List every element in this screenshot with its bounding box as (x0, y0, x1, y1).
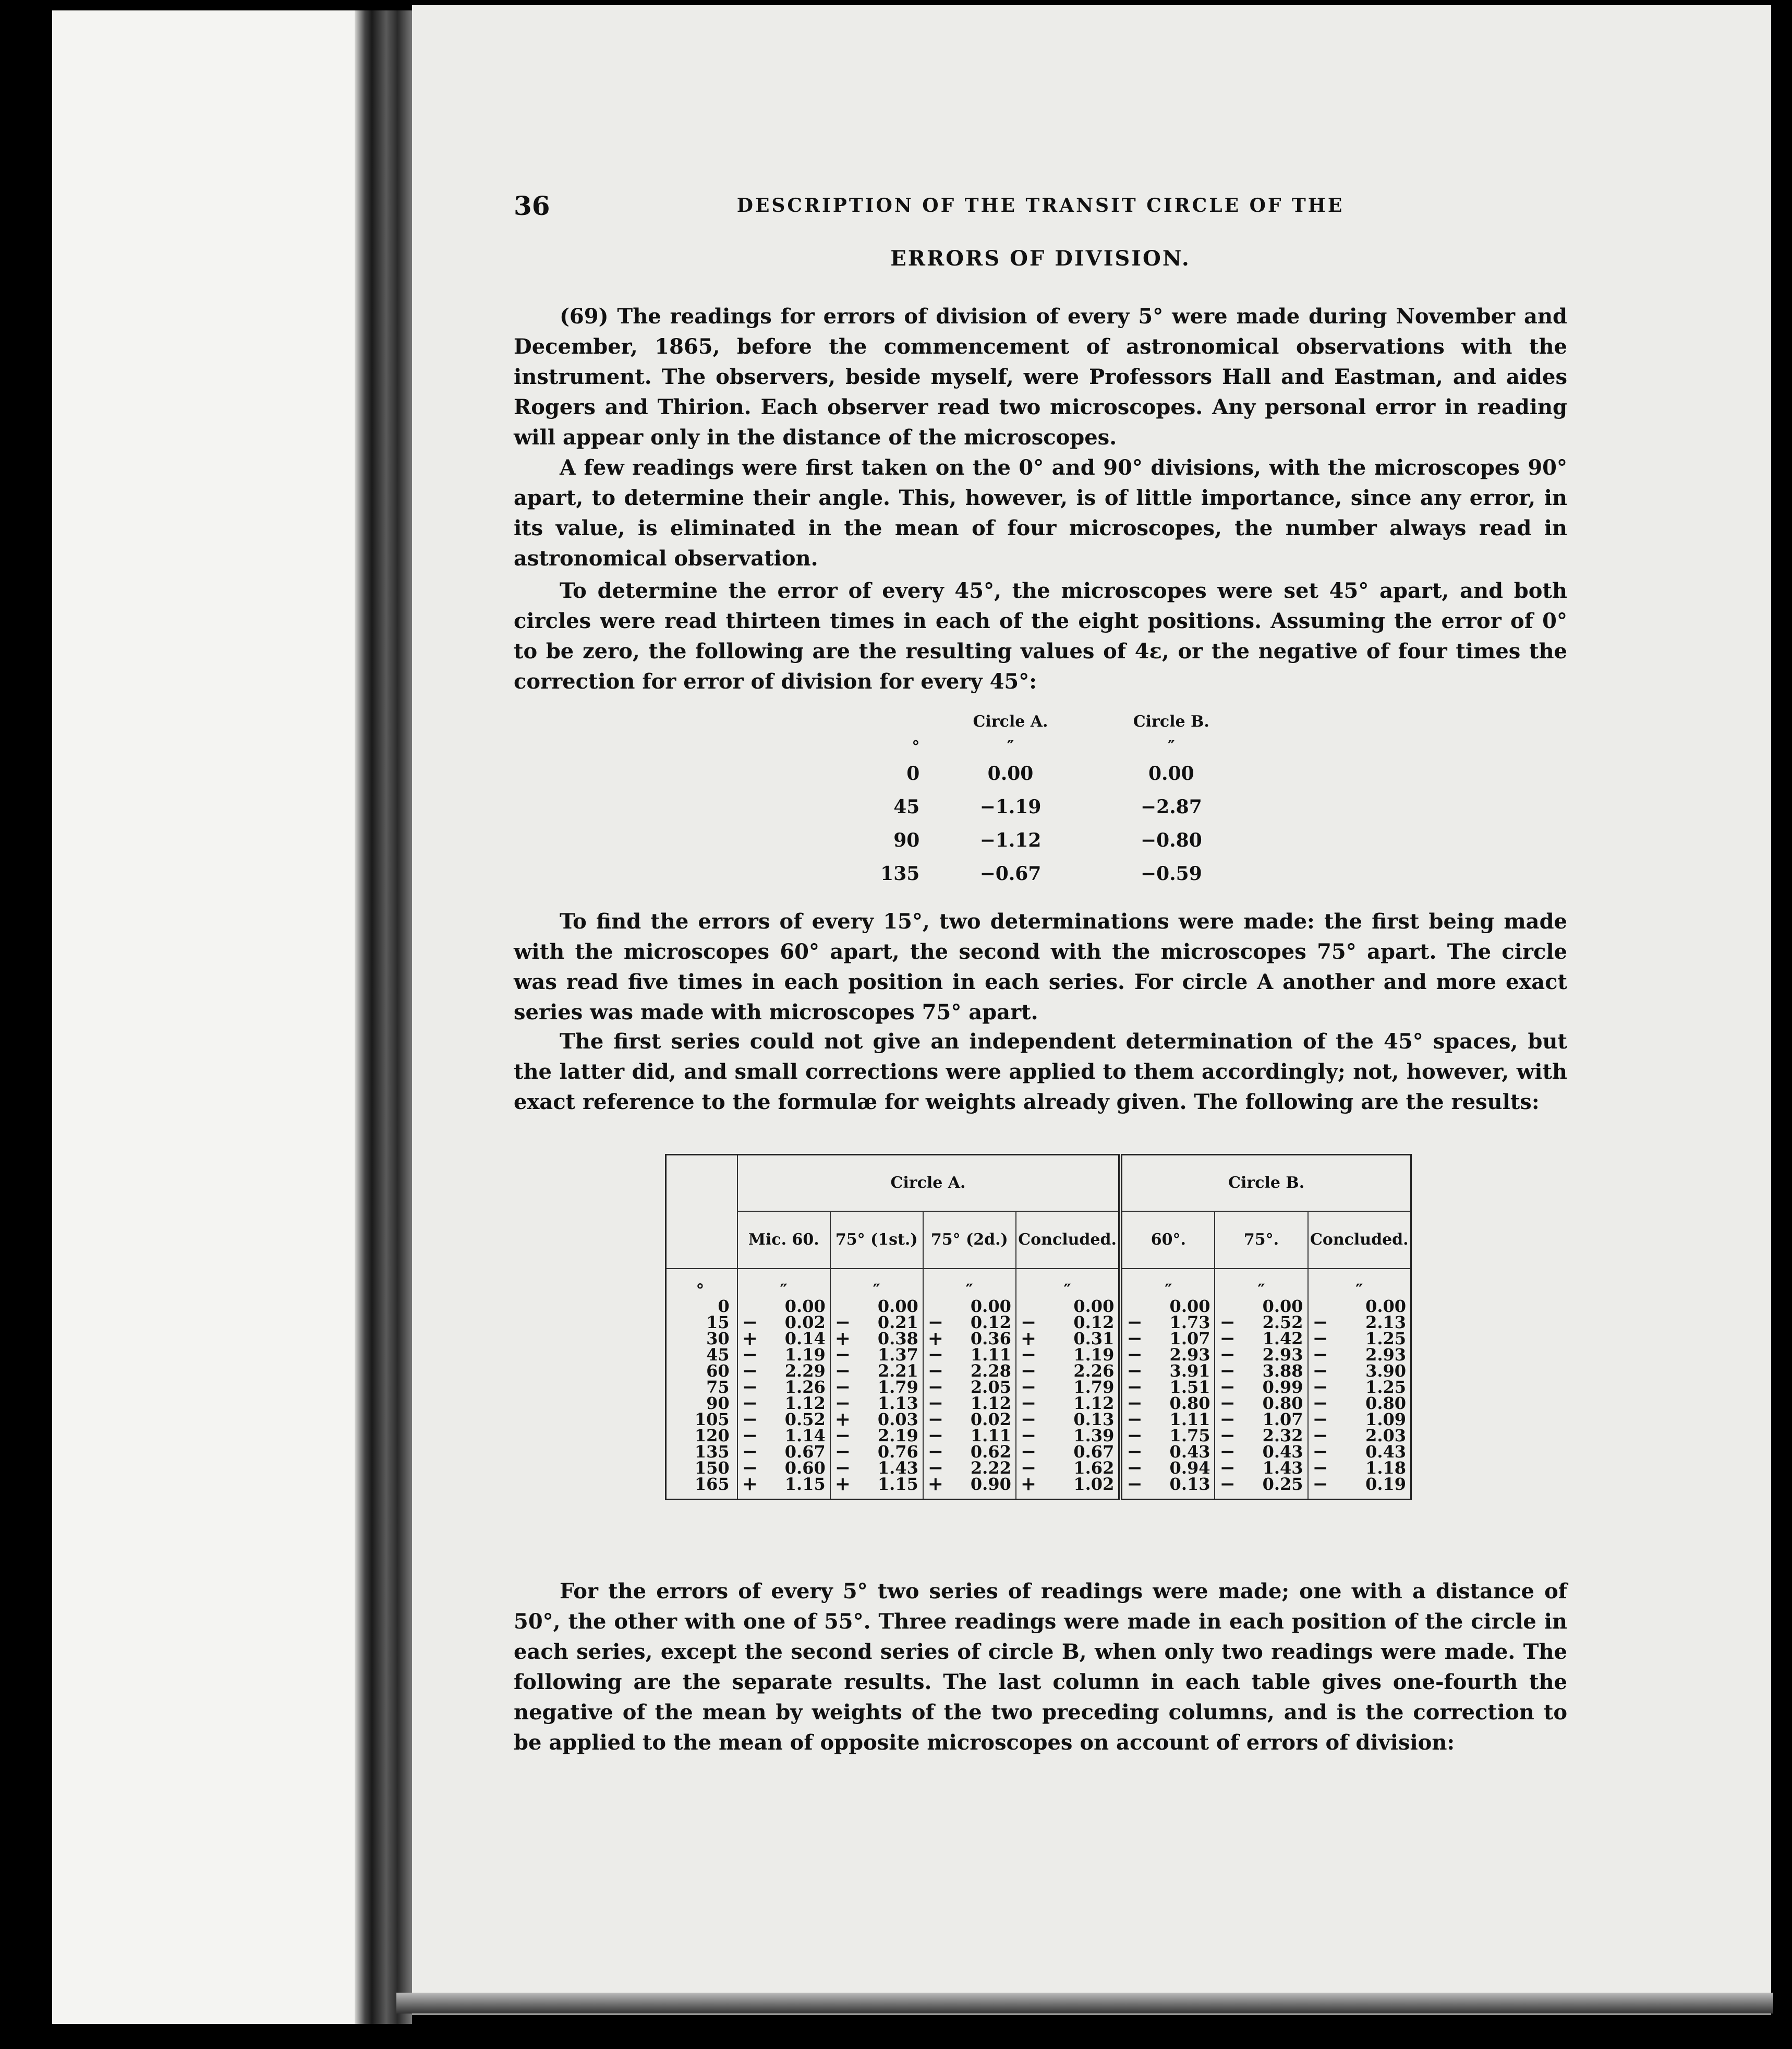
table-header (866, 707, 930, 736)
value: 2.32 (1262, 1425, 1303, 1445)
sign: − (1219, 1311, 1236, 1333)
table-cell (1120, 1473, 1215, 1500)
value: 1.79 (1073, 1377, 1115, 1397)
table-row (866, 790, 1252, 824)
sign: − (834, 1343, 851, 1366)
value: 1.11 (970, 1344, 1011, 1365)
value: 2.05 (970, 1377, 1011, 1397)
value: 0.12 (970, 1312, 1011, 1332)
degree-cell: 120 (694, 1425, 730, 1445)
value: 1.75 (1169, 1425, 1210, 1445)
degree-cell: 30 (706, 1328, 730, 1348)
group-header-circle-b: Circle B. (1120, 1155, 1411, 1211)
value: 1.37 (877, 1344, 918, 1365)
corner-cell (666, 1155, 737, 1269)
value: 0.25 (1262, 1474, 1303, 1494)
sign: + (927, 1473, 943, 1495)
sign: − (834, 1359, 851, 1382)
units-row (666, 1269, 1411, 1298)
value: 0.38 (877, 1328, 918, 1348)
table-cell (1308, 1473, 1411, 1500)
value: 3.88 (1262, 1360, 1303, 1381)
table-header: Circle A. (973, 712, 1048, 731)
sign: − (1312, 1311, 1328, 1333)
sign: − (1020, 1376, 1037, 1398)
value: 0.00 (970, 1296, 1011, 1316)
value: 2.93 (1365, 1344, 1406, 1365)
degree-cell: 90 (706, 1393, 730, 1413)
value: 1.79 (877, 1377, 918, 1397)
value: 1.19 (1073, 1344, 1115, 1365)
unit-label: ° (912, 737, 920, 756)
errors-45-table (866, 707, 1252, 890)
table-cell (737, 1473, 830, 1500)
value: 0.43 (1262, 1441, 1303, 1462)
value: 1.25 (1365, 1328, 1406, 1348)
table-cell (1016, 1473, 1120, 1500)
value: 0.60 (784, 1457, 826, 1478)
value: 2.93 (1169, 1344, 1210, 1365)
sign: + (1020, 1473, 1037, 1495)
value: 1.14 (784, 1425, 826, 1445)
value: 0.21 (877, 1312, 918, 1332)
value: 1.62 (1073, 1457, 1115, 1478)
table-cell: 90 (893, 829, 920, 851)
sign: − (1127, 1327, 1143, 1349)
value: 2.13 (1365, 1312, 1406, 1332)
value: 1.12 (784, 1393, 826, 1413)
sign: − (927, 1376, 943, 1398)
value: 0.67 (784, 1441, 826, 1462)
sign: − (1312, 1456, 1328, 1479)
table-cell: 0.00 (987, 763, 1034, 785)
sign: − (742, 1376, 758, 1398)
degree-cell: 135 (694, 1441, 730, 1462)
value: 1.51 (1169, 1377, 1210, 1397)
unit-label: ° (696, 1280, 705, 1300)
unit-label: ″ (1168, 737, 1175, 756)
value: 1.12 (1073, 1393, 1115, 1413)
column-header: Concluded. (1308, 1211, 1411, 1269)
sign: − (1219, 1408, 1236, 1430)
value: 0.13 (1073, 1409, 1115, 1429)
value: 2.03 (1365, 1425, 1406, 1445)
table-header: Circle B. (1133, 712, 1209, 731)
value: 0.12 (1073, 1312, 1115, 1332)
degree-cell: 105 (694, 1409, 730, 1429)
value: 1.19 (784, 1344, 826, 1365)
degree-cell: 60 (706, 1360, 730, 1381)
degree-cell: 15 (706, 1312, 730, 1332)
table-cell (1215, 1473, 1307, 1500)
value: 0.80 (1262, 1393, 1303, 1413)
unit-label: ″ (1007, 737, 1014, 756)
sign: − (742, 1424, 758, 1447)
table-cell: −1.19 (979, 796, 1042, 818)
table-cell (923, 1473, 1016, 1500)
table-row (666, 1315, 1411, 1331)
sign: − (1127, 1424, 1143, 1447)
sign: − (1020, 1408, 1037, 1430)
value: 0.00 (877, 1296, 918, 1316)
column-header: 60°. (1120, 1211, 1215, 1269)
table-row (666, 1347, 1411, 1363)
sign: − (1219, 1359, 1236, 1382)
column-header: 75° (1st.) (830, 1211, 923, 1269)
column-header: Concluded. (1016, 1211, 1120, 1269)
sign: − (927, 1424, 943, 1447)
value: 0.43 (1169, 1441, 1210, 1462)
column-header: 75° (2d.) (923, 1211, 1016, 1269)
table-row (666, 1428, 1411, 1444)
value: 0.62 (970, 1441, 1011, 1462)
sign: − (1219, 1392, 1236, 1414)
paragraph: The first series could not give an independent determination of the 45° spaces, but the latter did, and small corrections were applied to them accordingly; not, however, with exact reference to the formulæ for weights already given. The following are the results: (514, 1029, 1567, 1114)
sign: − (742, 1408, 758, 1430)
sign: − (1020, 1343, 1037, 1366)
sign: + (834, 1327, 851, 1349)
value: 0.13 (1169, 1474, 1210, 1494)
value: 1.42 (1262, 1328, 1303, 1348)
sign: − (927, 1359, 943, 1382)
group-header-circle-a: Circle A. (737, 1155, 1121, 1211)
sign: − (742, 1359, 758, 1382)
sign: − (1020, 1456, 1037, 1479)
paragraph: (69) The readings for errors of division of every 5° were made during November and December, 1865, before the commencement of astronomical observations with the instrument. The observers, beside myself, were Professors Hall and Eastman, and aides Rogers and Thirion. Each observer read two microscopes. Any personal error in reading will appear only in the distance of the microscopes. (514, 304, 1567, 450)
table-cell: 0.00 (1148, 763, 1194, 785)
table-row (666, 1476, 1411, 1500)
unit-label: ″ (1016, 1269, 1120, 1298)
value: 0.80 (1365, 1393, 1406, 1413)
value: 1.39 (1073, 1425, 1115, 1445)
table-cell: 135 (880, 863, 920, 885)
column-header: Mic. 60. (737, 1211, 830, 1269)
sign: − (1312, 1392, 1328, 1414)
unit-label: ″ (1308, 1269, 1411, 1298)
sign: − (1127, 1311, 1143, 1333)
table-row (666, 1460, 1411, 1476)
paragraph: A few readings were first taken on the 0° and 90° divisions, with the microscopes 90° apart, to determine their angle. This, however, is of little importance, since any error, in its value, is eliminated in the mean of four microscopes, the number always read in astronomical observation. (514, 455, 1567, 571)
unit-label: ″ (923, 1269, 1016, 1298)
sign: − (927, 1311, 943, 1333)
running-head (514, 190, 1567, 222)
book-spine (355, 10, 412, 2024)
sign: − (1312, 1327, 1328, 1349)
sign: + (834, 1473, 851, 1495)
table-row (666, 1395, 1411, 1412)
paragraph: For the errors of every 5° two series of readings were made; one with a distance of 50°, the other with one of 55°. Three readings were made in each position of the circle in each series, except the second series of circle B, when only two readings were made. The following are the separate results. The last column in each table gives one-fourth the negative of the mean by weights of the two preceding columns, and is the correction to be applied to the mean of opposite microscopes on account of errors of division: (514, 1579, 1567, 1755)
sign: + (927, 1327, 943, 1349)
value: 1.11 (970, 1425, 1011, 1445)
value: 1.26 (784, 1377, 826, 1397)
unit-label: ″ (737, 1269, 830, 1298)
sign: − (1020, 1392, 1037, 1414)
table-cell: −0.67 (979, 863, 1042, 885)
table-row (666, 1331, 1411, 1347)
sign: − (1020, 1359, 1037, 1382)
sign: + (742, 1327, 758, 1349)
value: 2.28 (970, 1360, 1011, 1381)
value: 0.76 (877, 1441, 918, 1462)
sign: − (1312, 1473, 1328, 1495)
value: 0.99 (1262, 1377, 1303, 1397)
degree-cell: 0 (718, 1296, 730, 1316)
value: 0.43 (1365, 1441, 1406, 1462)
sign: − (1127, 1376, 1143, 1398)
sign: − (1127, 1473, 1143, 1495)
value: 1.11 (1169, 1409, 1210, 1429)
value: 2.21 (877, 1360, 918, 1381)
sign: − (1312, 1440, 1328, 1463)
sign: − (1127, 1456, 1143, 1479)
value: 1.43 (877, 1457, 918, 1478)
sign: − (834, 1392, 851, 1414)
value: 2.29 (784, 1360, 826, 1381)
sign: − (1219, 1424, 1236, 1447)
degree-cell: 45 (706, 1344, 730, 1365)
value: 3.90 (1365, 1360, 1406, 1381)
table-cell: −0.80 (1140, 829, 1202, 851)
table-row (866, 757, 1252, 790)
sign: − (1020, 1424, 1037, 1447)
value: 1.07 (1262, 1409, 1303, 1429)
value: 0.00 (1169, 1296, 1210, 1316)
section-title: ERRORS OF DIVISION. (890, 246, 1191, 271)
value: 1.18 (1365, 1457, 1406, 1478)
degree-cell: 75 (706, 1377, 730, 1397)
value: 2.22 (970, 1457, 1011, 1478)
sign: − (927, 1392, 943, 1414)
table-cell: −1.12 (979, 829, 1042, 851)
value: 2.26 (1073, 1360, 1115, 1381)
running-title: DESCRIPTION OF THE TRANSIT CIRCLE OF THE (736, 195, 1345, 216)
value: 1.43 (1262, 1457, 1303, 1478)
sign: − (1127, 1408, 1143, 1430)
sign: − (927, 1408, 943, 1430)
table-row (866, 857, 1252, 890)
unit-label: ″ (1120, 1269, 1215, 1298)
table-row (866, 824, 1252, 857)
errors-15-table (665, 1154, 1412, 1500)
sign: − (927, 1440, 943, 1463)
sign: − (834, 1440, 851, 1463)
sign: − (927, 1456, 943, 1479)
table-row (666, 1444, 1411, 1460)
value: 1.15 (877, 1474, 918, 1494)
value: 3.91 (1169, 1360, 1210, 1381)
sign: − (834, 1456, 851, 1479)
table-cell: −2.87 (1140, 796, 1202, 818)
sign: − (742, 1311, 758, 1333)
errors-15-table-body (666, 1269, 1411, 1500)
value: 1.12 (970, 1393, 1011, 1413)
sign: − (1219, 1343, 1236, 1366)
table-cell: 0 (906, 763, 920, 785)
sign: − (1219, 1456, 1236, 1479)
value: 0.00 (1262, 1296, 1303, 1316)
value: 0.00 (1365, 1296, 1406, 1316)
value: 0.03 (877, 1409, 918, 1429)
unit-label: ″ (830, 1269, 923, 1298)
table-cell (830, 1473, 923, 1500)
table-row (666, 1298, 1411, 1315)
sign: − (927, 1343, 943, 1366)
sign: − (1219, 1327, 1236, 1349)
value: 1.25 (1365, 1377, 1406, 1397)
degree-cell: 150 (694, 1457, 730, 1478)
sign: − (1312, 1359, 1328, 1382)
value: 0.00 (784, 1296, 826, 1316)
value: 1.15 (784, 1474, 826, 1494)
sign: − (834, 1424, 851, 1447)
sign: − (1127, 1359, 1143, 1382)
value: 0.14 (784, 1328, 826, 1348)
sign: − (1219, 1473, 1236, 1495)
facing-page-edge (52, 10, 362, 2024)
table-row (666, 1379, 1411, 1395)
table-cell: −0.59 (1140, 863, 1202, 885)
paragraph: To find the errors of every 15°, two determinations were made: the first being made with the microscopes 60° apart, the second with the microscopes 75° apart. The circle was read five times in each position in each series. For circle A another and more exact series was made with microscopes 75° apart. (514, 909, 1567, 1024)
table-row (666, 1363, 1411, 1379)
value: 0.00 (1073, 1296, 1115, 1316)
value: 1.73 (1169, 1312, 1210, 1332)
degree-cell: 165 (694, 1474, 730, 1494)
sign: − (834, 1376, 851, 1398)
value: 0.80 (1169, 1393, 1210, 1413)
sign: − (1312, 1376, 1328, 1398)
sign: − (742, 1343, 758, 1366)
value: 0.19 (1365, 1474, 1406, 1494)
page-number: 36 (514, 190, 550, 221)
value: 2.19 (877, 1425, 918, 1445)
table-row (666, 1412, 1411, 1428)
sign: − (742, 1456, 758, 1479)
column-header: 75°. (1215, 1211, 1307, 1269)
sign: − (1312, 1424, 1328, 1447)
sign: − (1127, 1392, 1143, 1414)
value: 2.93 (1262, 1344, 1303, 1365)
sign: − (1127, 1343, 1143, 1366)
value: 0.31 (1073, 1328, 1115, 1348)
page-bottom-edge (396, 1993, 1773, 2014)
value: 1.13 (877, 1393, 918, 1413)
sign: − (742, 1392, 758, 1414)
sign: − (1312, 1408, 1328, 1430)
paragraph: To determine the error of every 45°, the microscopes were set 45° apart, and both circles were read thirteen times in each of the eight positions. Assuming the error of 0° to be zero, the following are the resulting values of 4ε, or the negative of four times the correction for error of division for every 45°: (514, 578, 1567, 694)
value: 0.02 (970, 1409, 1011, 1429)
value: 1.07 (1169, 1328, 1210, 1348)
table-cell: 45 (893, 796, 920, 818)
sign: − (1219, 1440, 1236, 1463)
value: 2.52 (1262, 1312, 1303, 1332)
sign: + (834, 1408, 851, 1430)
value: 0.02 (784, 1312, 826, 1332)
sign: + (1020, 1327, 1037, 1349)
value: 0.90 (970, 1474, 1011, 1494)
sign: − (1020, 1311, 1037, 1333)
unit-label: ″ (1215, 1269, 1307, 1298)
sign: + (742, 1473, 758, 1495)
value: 0.67 (1073, 1441, 1115, 1462)
sign: − (1312, 1343, 1328, 1366)
sign: − (1020, 1440, 1037, 1463)
sign: − (1219, 1376, 1236, 1398)
value: 0.52 (784, 1409, 826, 1429)
sign: − (742, 1440, 758, 1463)
sign: − (834, 1311, 851, 1333)
value: 0.94 (1169, 1457, 1210, 1478)
value: 1.02 (1073, 1474, 1115, 1494)
value: 1.09 (1365, 1409, 1406, 1429)
value: 0.36 (970, 1328, 1011, 1348)
sign: − (1127, 1440, 1143, 1463)
